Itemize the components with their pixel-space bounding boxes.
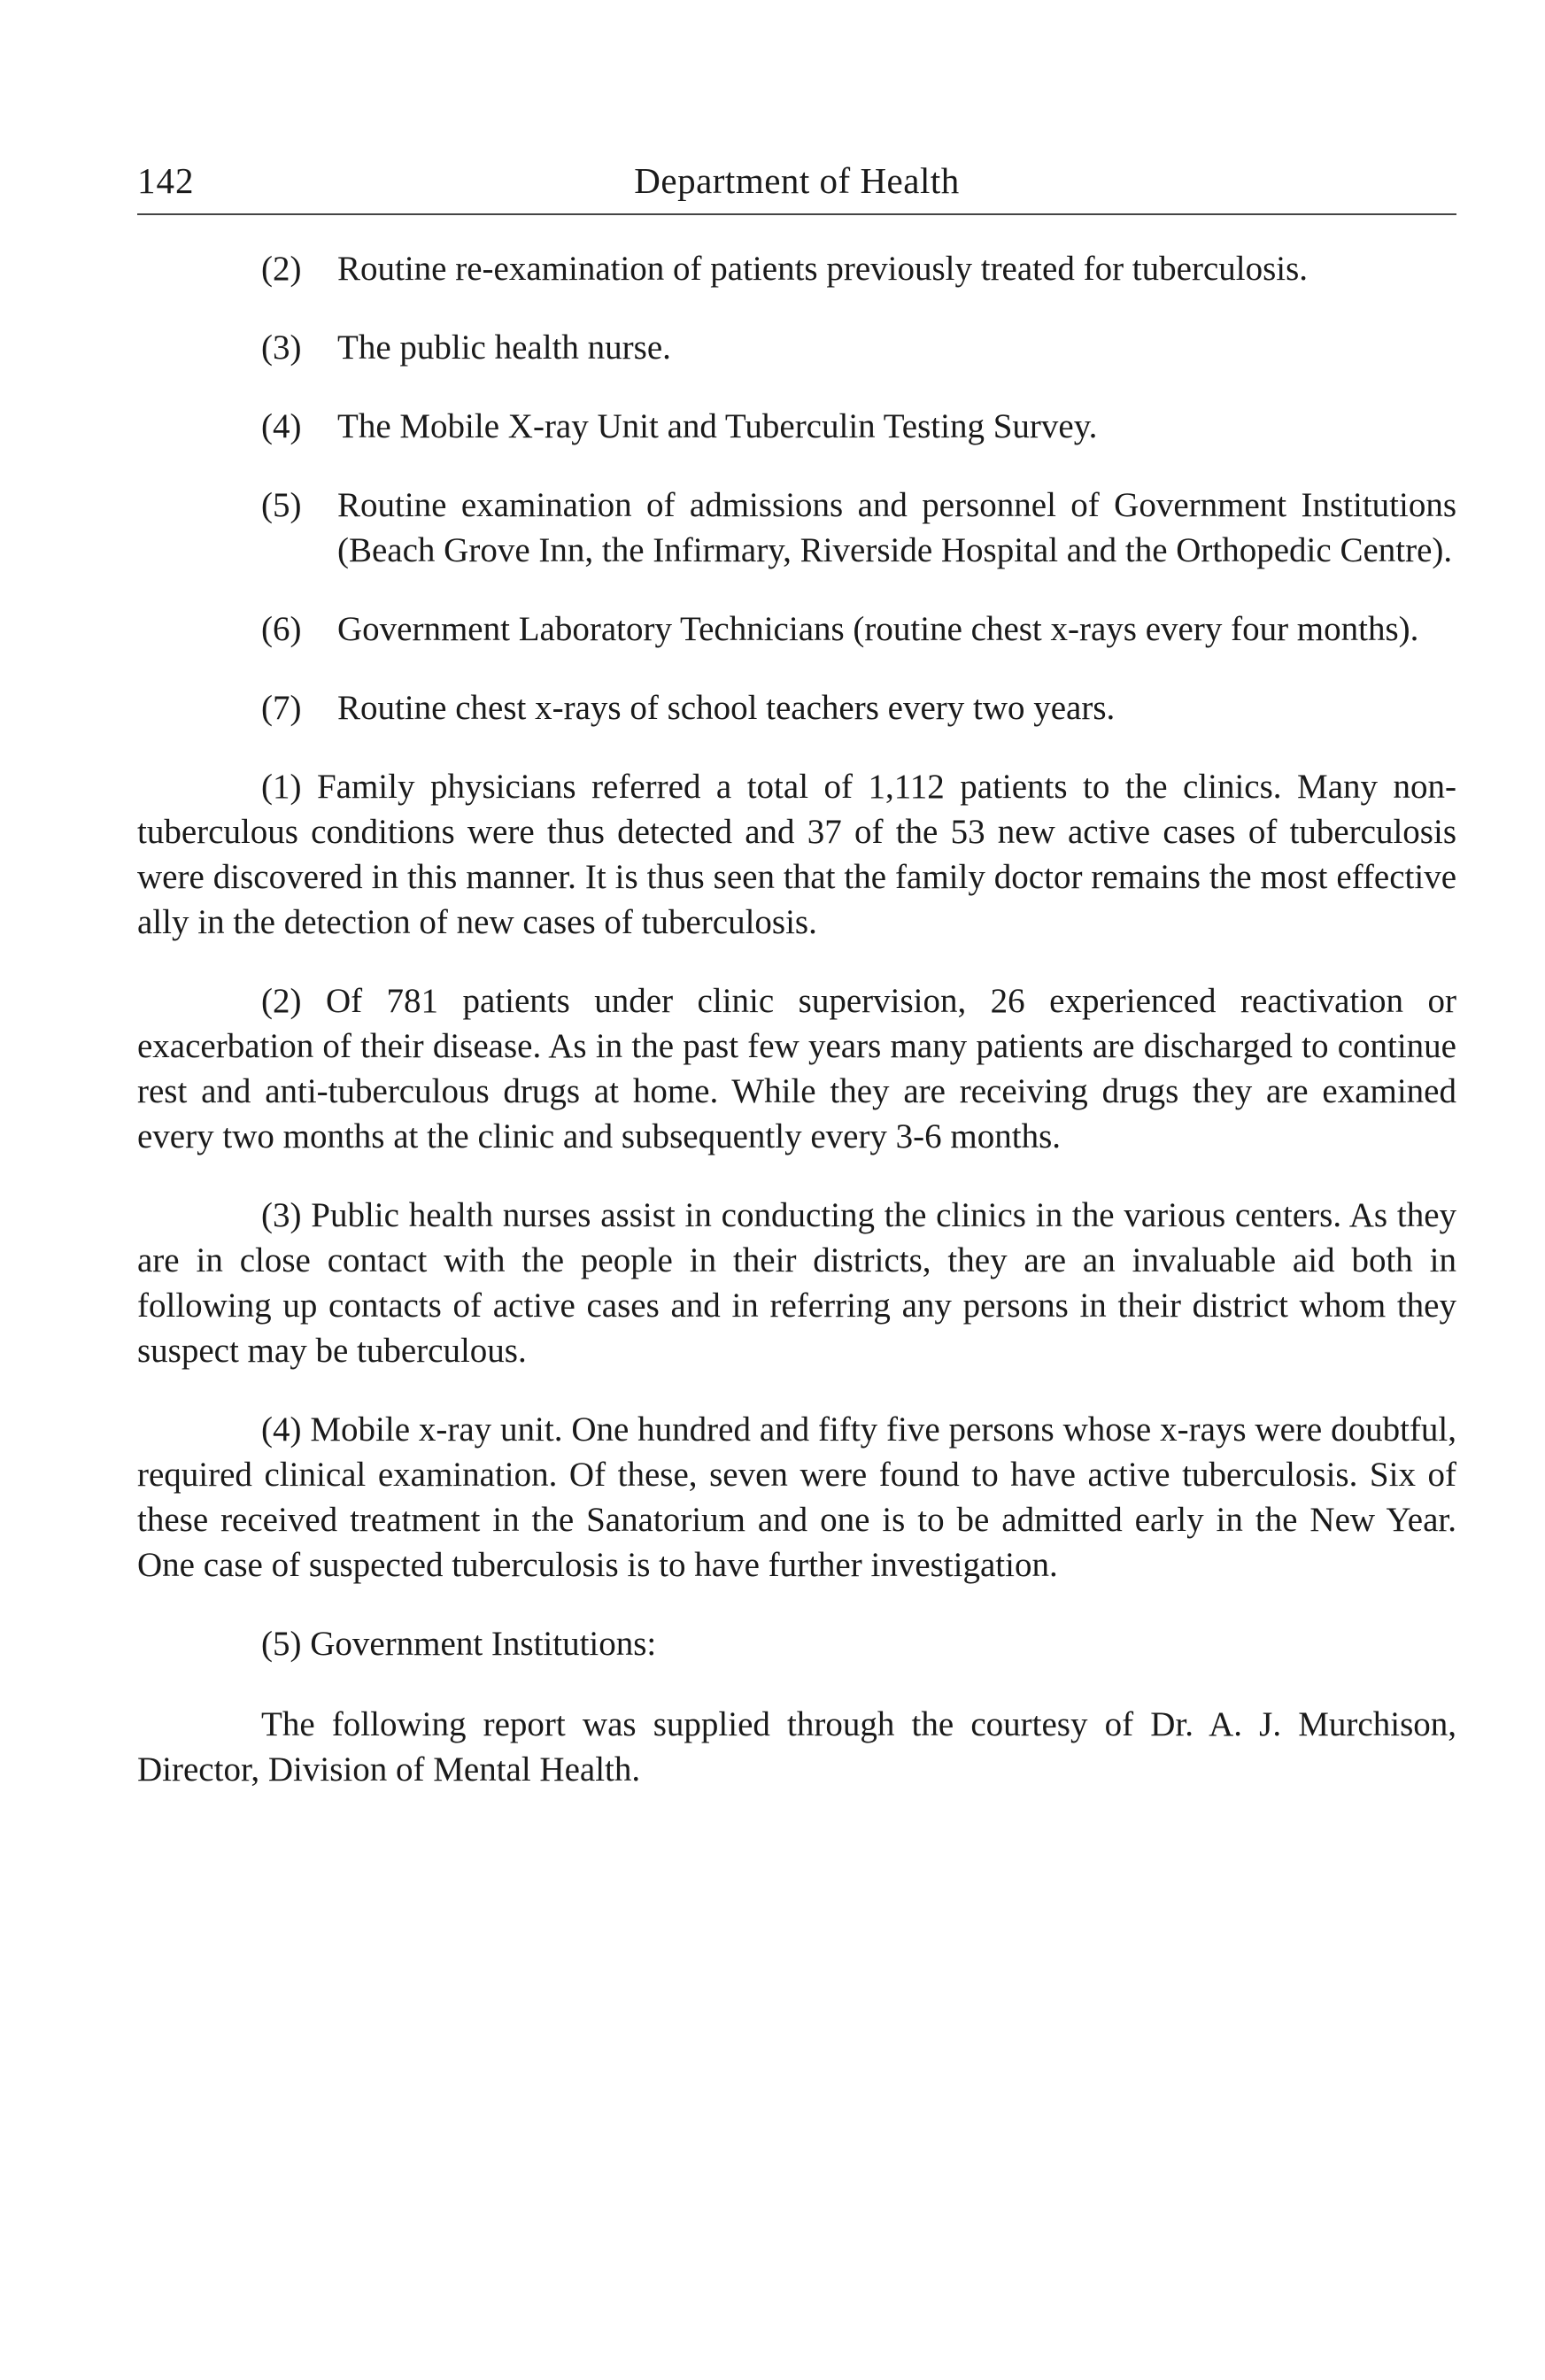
list-item xyxy=(137,325,1456,370)
list-item-number: (2) xyxy=(261,250,302,288)
list-item xyxy=(137,607,1456,652)
list-item-text: The Mobile X-ray Unit and Tuberculin Testing Survey. xyxy=(337,407,1098,445)
list-item-text: Government Laboratory Technicians (routine chest x-rays every four months). xyxy=(337,610,1419,648)
page-header xyxy=(137,149,1456,211)
running-title: Department of Health xyxy=(634,160,960,201)
header-rule xyxy=(137,213,1456,215)
list-item-text: The public health nurse. xyxy=(337,328,671,367)
list-item xyxy=(137,404,1456,449)
list-item-text: Routine chest x-rays of school teachers every two years. xyxy=(337,689,1116,727)
list-item-number: (6) xyxy=(261,610,302,648)
list-item-text: Routine re-examination of patients previously treated for tuberculosis. xyxy=(337,250,1309,288)
list-item xyxy=(137,483,1456,573)
screening-list xyxy=(137,246,1456,730)
paragraph-family-physicians: (1) Family physicians referred a total of 1,112 patients to the clinics. Many non-tuberculous conditions were thus detected and 37 of the 53 new active cases of tuberculosis were discovered in this manner. It is thus seen that the family doctor remains the most effective ally in the detection of new cases of tuberculosis. xyxy=(137,768,1456,941)
list-item xyxy=(137,685,1456,730)
list-item-number: (7) xyxy=(261,689,302,727)
paragraph-public-health-nurses: (3) Public health nurses assist in conducting the clinics in the various centers. As they are in close contact with the people in their districts, they are an invaluable aid both in following up contacts of active cases and in referring any persons in their district whom they suspect may be tuberculous. xyxy=(137,1196,1456,1370)
page-body xyxy=(137,246,1456,1826)
paragraph-government-institutions: (5) Government Institutions: xyxy=(261,1625,657,1663)
page-number: 142 xyxy=(137,160,195,201)
list-item-text: Routine examination of admissions and personnel of Government Institutions (Beach Grove Inn, the Infirmary, Riverside Hospital and the Orthopedic Centre). xyxy=(337,486,1456,569)
list-item-number: (3) xyxy=(261,328,302,367)
list-item xyxy=(137,246,1456,291)
paragraph-mobile-xray-unit: (4) Mobile x-ray unit. One hundred and fifty five persons whose x-rays were doubtful, required clinical examination. Of these, seven were found to have active tuberculosis. Six of these received treatment in the Sanatorium and one is to be admitted early in the New Year. One case of suspected tuberculosis is to have further investigation. xyxy=(137,1410,1456,1584)
paragraph-clinic-supervision: (2) Of 781 patients under clinic supervision, 26 experienced reactivation or exacerbation of their disease. As in the past few years many patients are discharged to continue rest and anti-tuberculous drugs at home. While they are receiving drugs they are examined every two months at the clinic and subsequently every 3-6 months. xyxy=(137,982,1456,1155)
list-item-number: (5) xyxy=(261,486,302,524)
list-item-number: (4) xyxy=(261,407,302,445)
paragraph-report-courtesy: The following report was supplied through the courtesy of Dr. A. J. Murchison, Director, Division of Mental Health. xyxy=(137,1705,1456,1789)
